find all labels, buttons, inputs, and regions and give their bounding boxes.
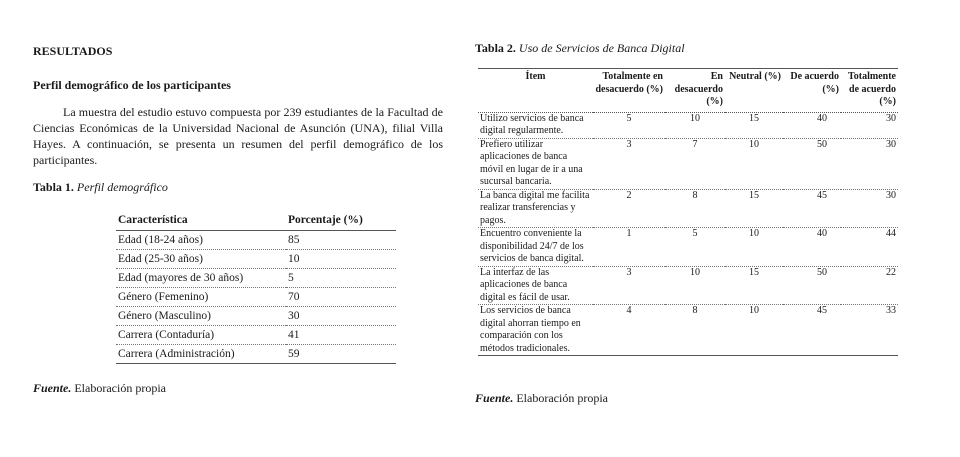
table-cell: 15 <box>725 189 783 228</box>
table-row <box>478 112 898 138</box>
table-cell: 7 <box>665 138 725 189</box>
table-cell: Prefiero utilizar aplicaciones de banca móvil en lugar de ir a una sucursal bancaria. <box>478 138 593 189</box>
table-cell: Género (Masculino) <box>116 307 286 326</box>
table2-label: Tabla 2. <box>475 41 516 55</box>
table-cell: 15 <box>725 112 783 138</box>
table-cell: 1 <box>593 228 665 267</box>
table-row <box>478 228 898 267</box>
table-body <box>116 231 396 364</box>
table-row <box>478 305 898 356</box>
table-cell: Género (Femenino) <box>116 288 286 307</box>
table-cell: 40 <box>783 112 841 138</box>
column-header: Neutral (%) <box>725 69 783 113</box>
table-header-row <box>116 209 396 231</box>
table-cell: 45 <box>783 305 841 356</box>
table-cell: 8 <box>665 189 725 228</box>
table1-label: Tabla 1. <box>33 180 74 194</box>
table-cell: Los servicios de banca digital ahorran tiempo en comparación con los métodos tradicionales. <box>478 305 593 356</box>
intro-paragraph: La muestra del estudio estuvo compuesta por 239 estudiantes de la Facultad de Ciencias Económicas de la Universidad Nacional de Asunción (UNA), filial Villa Hayes. A continuación, se presenta un resumen del perfil demográfico de los participantes. <box>33 105 443 167</box>
column-header: Ítem <box>478 69 593 113</box>
table2-caption: Uso de Servicios de Banca Digital <box>518 41 685 55</box>
table-cell: 15 <box>725 266 783 305</box>
table-cell: Carrera (Contaduría) <box>116 326 286 345</box>
section-title: RESULTADOS <box>33 44 113 58</box>
table-cell: 40 <box>783 228 841 267</box>
table-cell: La interfaz de las aplicaciones de banca digital es fácil de usar. <box>478 266 593 305</box>
table-cell: 33 <box>841 305 898 356</box>
table-cell: 30 <box>841 189 898 228</box>
table-cell: 50 <box>783 266 841 305</box>
table-cell: Utilizo servicios de banca digital regularmente. <box>478 112 593 138</box>
table-cell: 10 <box>665 266 725 305</box>
table-cell: Encuentro conveniente la disponibilidad 24/7 de los servicios de banca digital. <box>478 228 593 267</box>
table-body <box>478 112 898 356</box>
table-cell: La banca digital me facilita realizar transferencias y pagos. <box>478 189 593 228</box>
demographic-table <box>116 209 396 364</box>
table-cell: 30 <box>841 138 898 189</box>
digital-banking-table <box>478 68 898 356</box>
table-cell: 41 <box>286 326 396 345</box>
table-cell: 10 <box>725 305 783 356</box>
subsection-title: Perfil demográfico de los participantes <box>33 78 231 92</box>
table-cell: 50 <box>783 138 841 189</box>
table-cell: 5 <box>593 112 665 138</box>
table-cell: 3 <box>593 266 665 305</box>
table-cell: 8 <box>665 305 725 356</box>
table-cell: 30 <box>841 112 898 138</box>
table-row <box>116 307 396 326</box>
table-cell: 3 <box>593 138 665 189</box>
table-cell: 5 <box>286 269 396 288</box>
table-cell: 70 <box>286 288 396 307</box>
source-label: Fuente. <box>475 391 514 405</box>
table-cell: 10 <box>286 250 396 269</box>
table-row <box>478 138 898 189</box>
table-cell: Carrera (Administración) <box>116 345 286 364</box>
column-header: En desacuerdo (%) <box>665 69 725 113</box>
table-row <box>478 189 898 228</box>
table-row <box>116 326 396 345</box>
source-text: Elaboración propia <box>74 381 166 395</box>
table1-caption: Perfil demográfico <box>76 180 168 194</box>
column-header: Porcentaje (%) <box>286 209 396 231</box>
table-cell: 10 <box>665 112 725 138</box>
table-cell: Edad (18-24 años) <box>116 231 286 250</box>
table-cell: Edad (25-30 años) <box>116 250 286 269</box>
table-cell: Edad (mayores de 30 años) <box>116 269 286 288</box>
table-cell: 85 <box>286 231 396 250</box>
table1-source <box>33 381 166 396</box>
table2-source <box>475 391 608 406</box>
table-cell: 10 <box>725 138 783 189</box>
source-text: Elaboración propia <box>516 391 608 405</box>
table-cell: 10 <box>725 228 783 267</box>
table-cell: 2 <box>593 189 665 228</box>
table2-title <box>475 41 685 56</box>
table-row <box>116 250 396 269</box>
table-cell: 5 <box>665 228 725 267</box>
table1-title <box>33 180 168 195</box>
column-header: Totalmente en desacuerdo (%) <box>593 69 665 113</box>
table-row <box>116 269 396 288</box>
table-cell: 4 <box>593 305 665 356</box>
column-header: Totalmente de acuerdo (%) <box>841 69 898 113</box>
table-header-row <box>478 69 898 113</box>
column-header: De acuerdo (%) <box>783 69 841 113</box>
table-row <box>116 345 396 364</box>
table-cell: 44 <box>841 228 898 267</box>
table-row <box>116 231 396 250</box>
column-header: Característica <box>116 209 286 231</box>
source-label: Fuente. <box>33 381 72 395</box>
table-cell: 22 <box>841 266 898 305</box>
table-row <box>116 288 396 307</box>
table-cell: 45 <box>783 189 841 228</box>
table-row <box>478 266 898 305</box>
table-cell: 59 <box>286 345 396 364</box>
table-cell: 30 <box>286 307 396 326</box>
